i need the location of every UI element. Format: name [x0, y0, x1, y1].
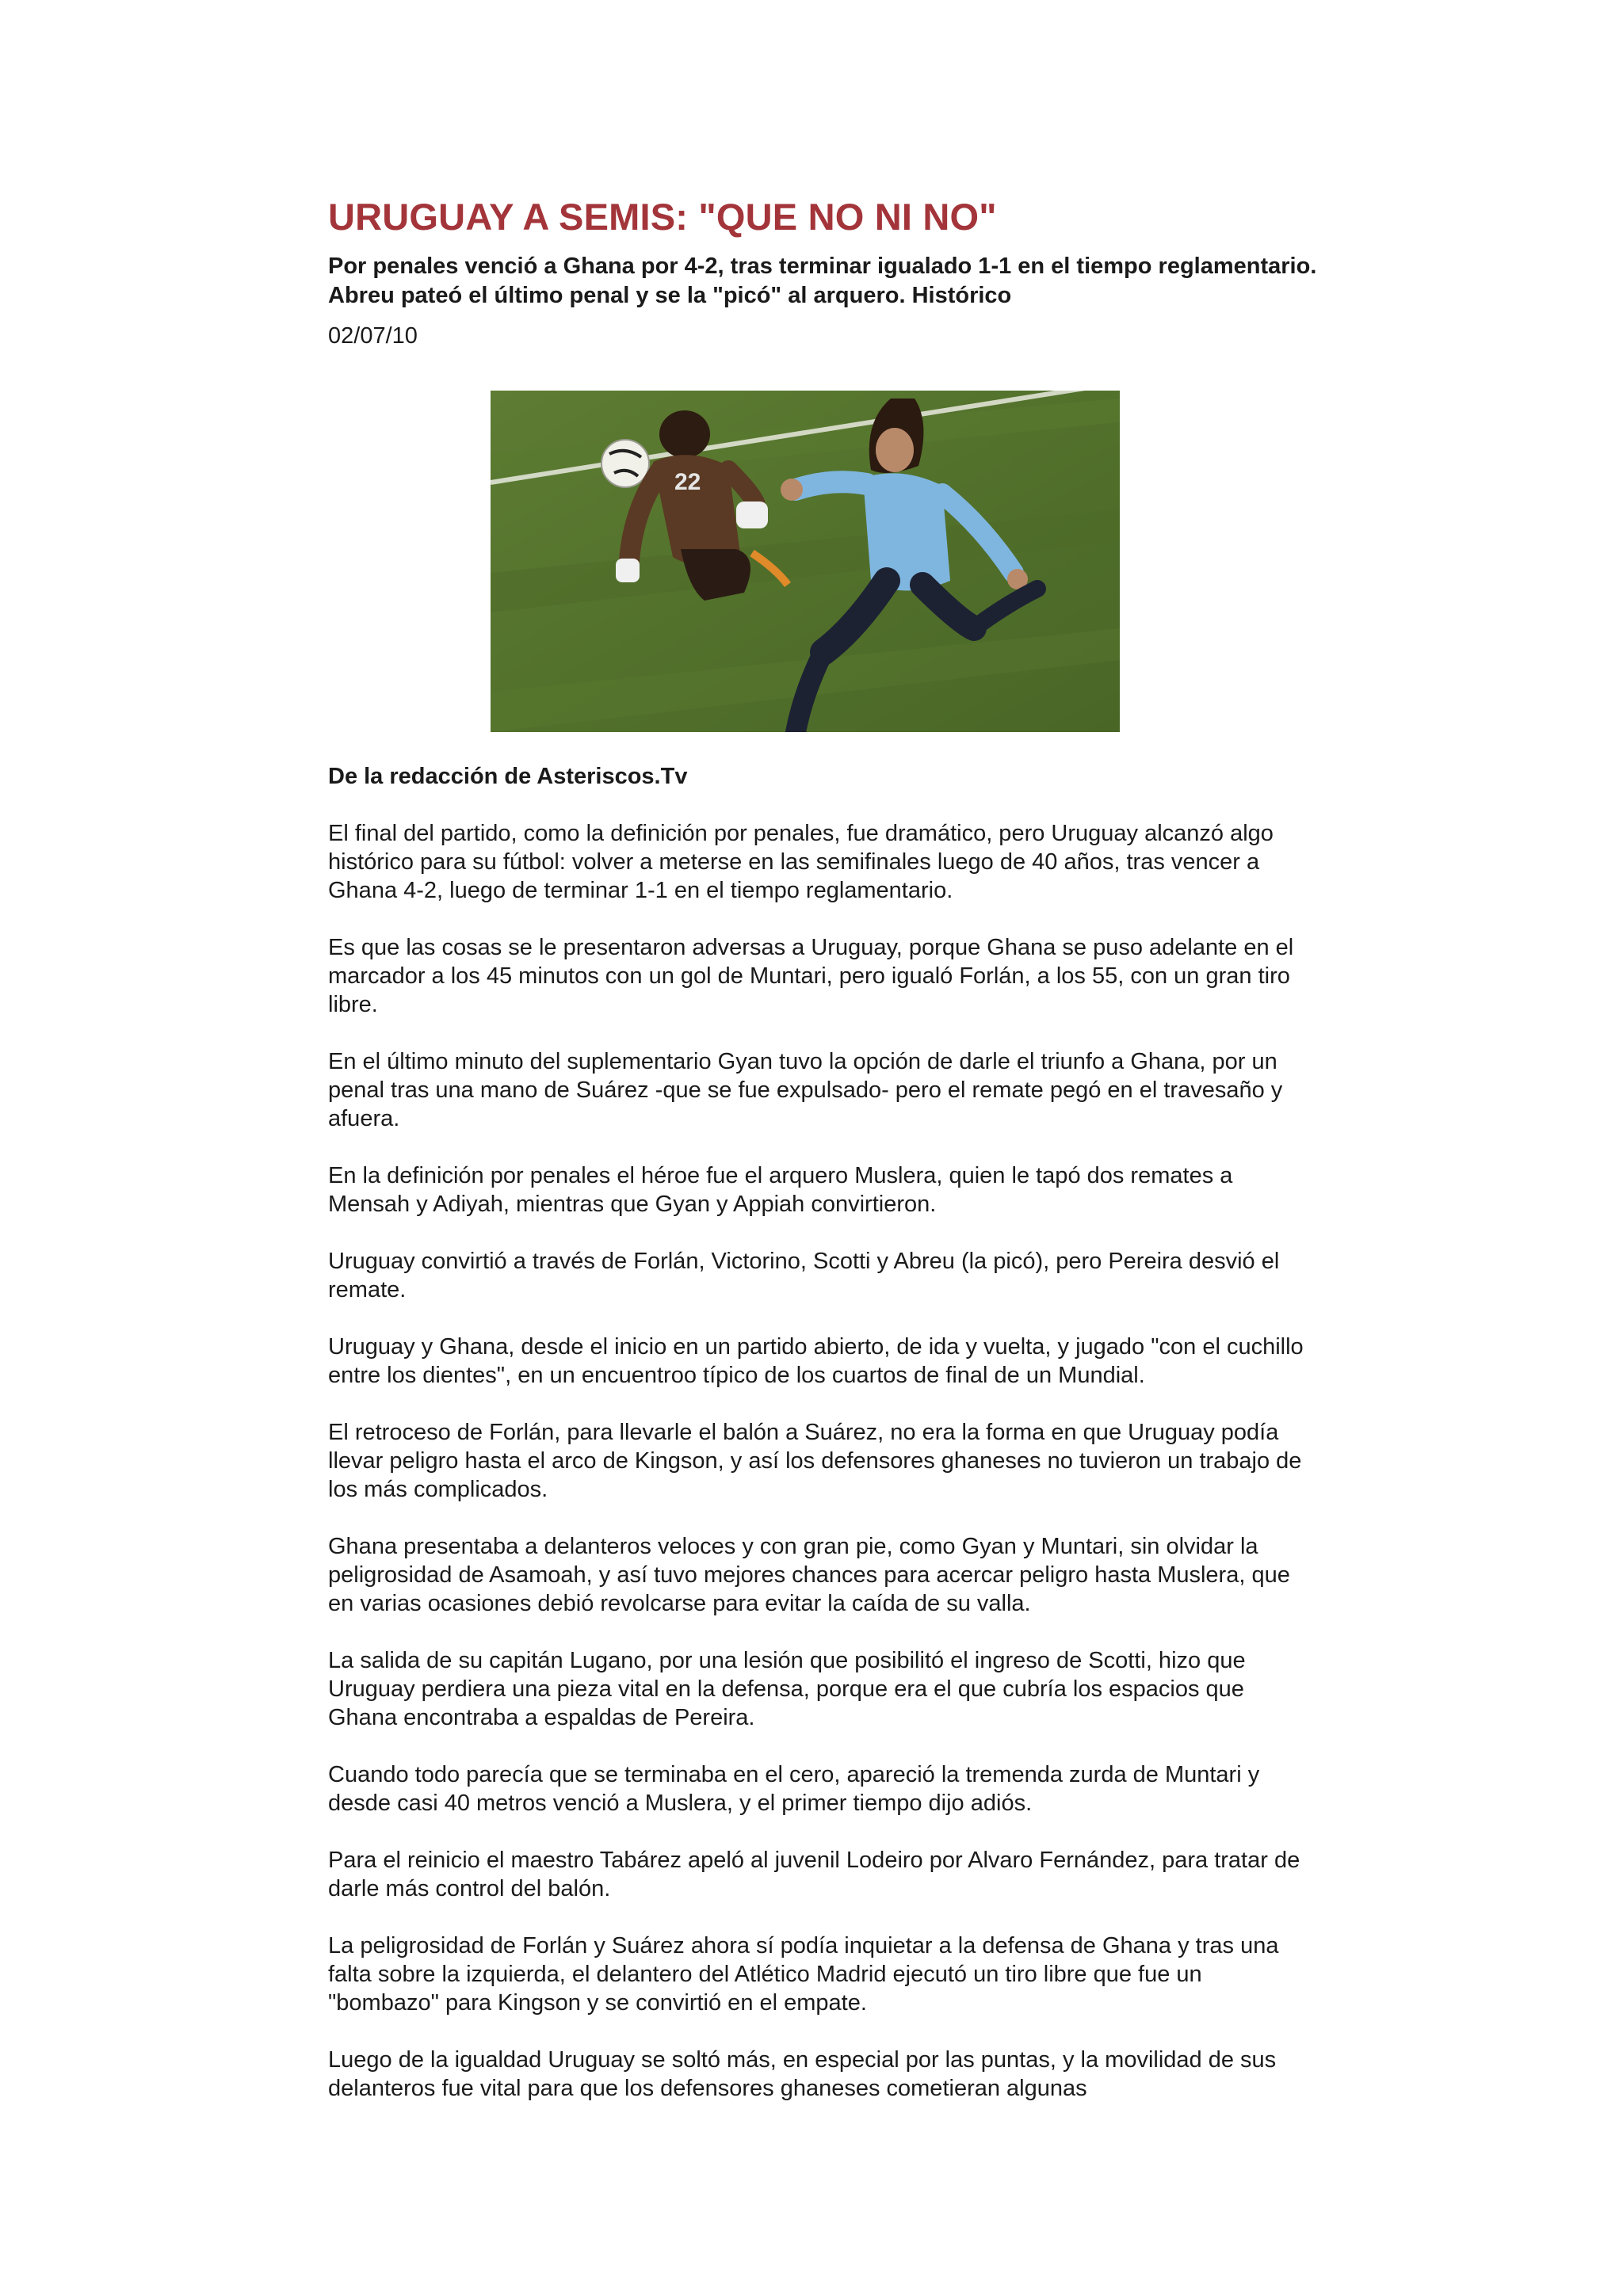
article-paragraph: Uruguay y Ghana, desde el inicio en un partido abierto, de ida y vuelta, y jugado "con el cuchillo entre los dientes", en un encuentroo típico de los cuartos de final de un Mundial. [328, 1334, 1304, 1388]
article-headline: URUGUAY A SEMIS: "QUE NO NI NO" [328, 196, 997, 238]
article-paragraph: La peligrosidad de Forlán y Suárez ahora sí podía inquietar a la defensa de Ghana y tras una falta sobre la izquierda, el delantero del Atlético Madrid ejecutó un tiro libre que fue un "bombazo" para Kingson y se convirtió en el empate. [328, 1933, 1279, 2016]
article-paragraph: Es que las cosas se le presentaron adversas a Uruguay, porque Ghana se puso adelante en el marcador a los 45 minutos con un gol de Muntari, pero igualó Forlán, a los 55, con un gran tiro libre. [328, 935, 1294, 1017]
article-paragraph: Ghana presentaba a delanteros veloces y con gran pie, como Gyan y Muntari, sin olvidar la peligrosidad de Asamoah, y así tuvo mejores chances para acercar peligro hasta Muslera, que en varias ocasiones debió revolcarse para evitar la caída de su valla. [328, 1534, 1290, 1616]
article-subtitle: Por penales venció a Ghana por 4-2, tras terminar igualado 1-1 en el tiempo reglamentario. Abreu pateó el último penal y se la "picó" al arquero. Histórico [328, 254, 1317, 308]
article [328, 193, 1319, 2103]
article-byline: De la redacción de Asteriscos.Tv [328, 764, 688, 789]
goalkeeper-number: 22 [674, 469, 701, 495]
football-photo-illustration [491, 391, 1120, 732]
article-paragraph: Cuando todo parecía que se terminaba en el cero, apareció la tremenda zurda de Muntari y desde casi 40 metros venció a Muslera, y el primer tiempo dijo adiós. [328, 1762, 1260, 1816]
article-paragraph: El final del partido, como la definición por penales, fue dramático, pero Uruguay alcanzó algo histórico para su fútbol: volver a meterse en las semifinales luego de 40 años, tras vencer a Ghana 4-2, luego de terminar 1-1 en el tiempo reglamentario. [328, 821, 1274, 903]
article-photo [491, 391, 1120, 732]
article-paragraph: En la definición por penales el héroe fue el arquero Muslera, quien le tapó dos remates a Mensah y Adiyah, mientras que Gyan y Appiah convirtieron. [328, 1163, 1233, 1217]
article-paragraph: Luego de la igualdad Uruguay se soltó más, en especial por las puntas, y la movilidad de sus delanteros fue vital para que los defensores ghaneses cometieran algunas [328, 2047, 1277, 2101]
article-paragraph: Para el reinicio el maestro Tabárez apeló al juvenil Lodeiro por Alvaro Fernández, para tratar de darle más control del balón. [328, 1848, 1300, 1901]
article-date: 02/07/10 [328, 323, 418, 349]
article-paragraph: La salida de su capitán Lugano, por una lesión que posibilitó el ingreso de Scotti, hizo que Uruguay perdiera una pieza vital en la defensa, porque era el que cubría los espacios que Ghana encontraba a espaldas de Pereira. [328, 1648, 1246, 1730]
football-ball [601, 440, 649, 487]
article-paragraph: El retroceso de Forlán, para llevarle el balón a Suárez, no era la forma en que Uruguay podía llevar peligro hasta el arco de Kingson, y así los defensores ghaneses no tuvieron un trabajo de los más complicados. [328, 1420, 1302, 1502]
article-paragraph: Uruguay convirtió a través de Forlán, Victorino, Scotti y Abreu (la picó), pero Pereira desvió el remate. [328, 1249, 1280, 1302]
article-paragraph: En el último minuto del suplementario Gyan tuvo la opción de darle el triunfo a Ghana, por un penal tras una mano de Suárez -que se fue expulsado- pero el remate pegó en el travesaño y afuera. [328, 1049, 1283, 1131]
